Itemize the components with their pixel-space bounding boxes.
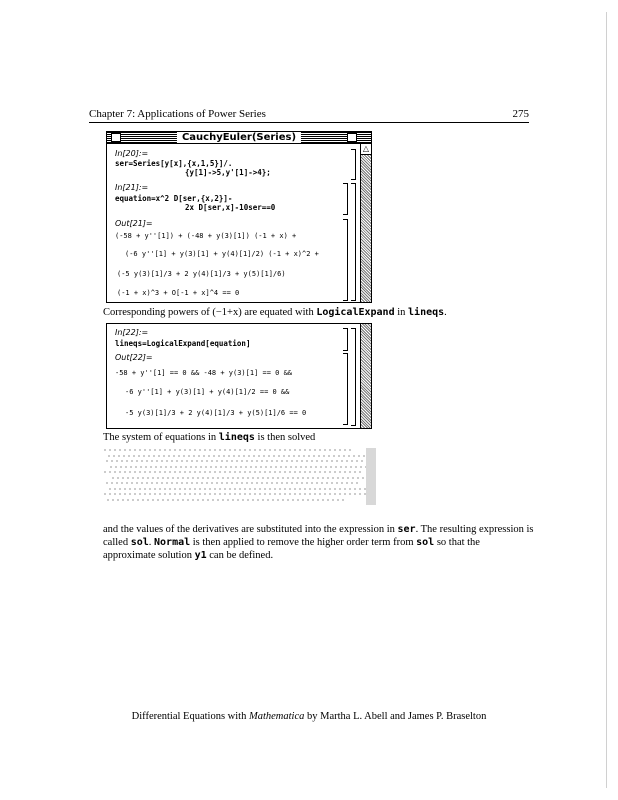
caption-logical-expand	[103, 307, 447, 318]
output-22-line3: -5 y(3)[1]/3 + 2 y(4)[1]/3 + y(5)[1]/6 == 0	[125, 409, 307, 417]
output-22-line1: -58 + y''[1] == 0 && -48 + y(3)[1] == 0 &&	[115, 369, 293, 377]
cell-bracket[interactable]	[343, 328, 348, 351]
code-sol: sol	[130, 537, 149, 548]
code-logicalexpand: LogicalExpand	[316, 307, 395, 318]
paragraph-text: can be defined.	[206, 550, 274, 561]
input-label-20: In[20]:=	[115, 149, 149, 158]
cell-bracket[interactable]	[351, 149, 356, 180]
page-edge-line	[606, 12, 607, 788]
close-box-icon[interactable]	[111, 133, 121, 142]
group-bracket[interactable]	[351, 183, 356, 301]
code-lineqs: lineqs	[408, 307, 445, 318]
zoom-box-icon[interactable]	[347, 133, 357, 142]
input-label-21: In[21]:=	[115, 183, 149, 192]
caption-system-solved	[103, 432, 315, 443]
code-lineqs: lineqs	[218, 432, 255, 443]
code-normal: Normal	[154, 537, 191, 548]
window-title: CauchyEuler(Series)	[177, 132, 301, 143]
vertical-scrollbar[interactable]	[360, 324, 371, 428]
input-label-22: In[22]:=	[115, 328, 149, 337]
window-titlebar[interactable]	[107, 132, 371, 144]
footer-italic: Mathematica	[248, 711, 305, 722]
paragraph-text: . The resulting expression is called	[103, 524, 534, 548]
page-footer	[0, 711, 618, 722]
output-label-21: Out[21]=	[115, 219, 153, 228]
output-22-line2: -6 y''[1] + y(3)[1] + y(4)[1]/2 == 0 &&	[125, 388, 290, 396]
paragraph-text: and the values of the derivatives are substituted into the expression in	[103, 524, 398, 535]
notebook-window-lineqs[interactable]	[106, 323, 372, 429]
code-sol: sol	[416, 537, 435, 548]
vertical-scrollbar[interactable]	[360, 144, 371, 302]
caption-text: in	[394, 307, 409, 318]
cell-bracket[interactable]	[343, 353, 348, 425]
input-cell-22[interactable]: lineqs=LogicalExpand[equation]	[115, 339, 251, 348]
body-paragraph	[103, 523, 535, 562]
output-21-line1: (-58 + y''[1]) + (-48 + y(3)[1]) (-1 + x) +	[115, 232, 297, 240]
caption-text: Corresponding powers of (−1+x) are equated with	[103, 307, 317, 318]
page-number: 275	[512, 108, 529, 120]
footer-text: Differential Equations with	[131, 711, 249, 722]
cell-bracket[interactable]	[343, 183, 348, 215]
input-cell-21-line2[interactable]: 2x D[ser,x]-10ser==0	[185, 203, 276, 212]
header-rule	[89, 122, 529, 123]
paragraph-text: .	[148, 537, 155, 548]
code-y1: y1	[194, 550, 207, 561]
scroll-up-arrow-icon[interactable]: △	[362, 144, 370, 153]
output-21-line3: (-5 y(3)[1]/3 + 2 y(4)[1]/3 + y(5)[1]/6)	[117, 270, 286, 278]
paragraph-text: is then applied to remove the higher order term from	[190, 537, 417, 548]
input-cell-21-line1[interactable]: equation=x^2 D[ser,{x,2}]-	[115, 194, 233, 203]
faded-notebook-window	[104, 448, 376, 505]
caption-text: The system of equations in	[103, 432, 219, 443]
cell-bracket[interactable]	[343, 219, 348, 301]
group-bracket[interactable]	[351, 328, 356, 426]
running-header	[89, 108, 529, 120]
caption-text: .	[444, 307, 447, 318]
chapter-title: Chapter 7: Applications of Power Series	[89, 108, 266, 120]
code-ser: ser	[397, 524, 416, 535]
output-label-22: Out[22]=	[115, 353, 153, 362]
footer-text: by Martha L. Abell and James P. Braselton	[304, 711, 487, 722]
output-21-line4: (-1 + x)^3 + O[-1 + x]^4 == 0	[117, 289, 240, 297]
caption-text: is then solved	[254, 432, 316, 443]
output-21-line2: (-6 y''[1] + y(3)[1] + y(4)[1]/2) (-1 + x)^2 +	[125, 250, 319, 258]
input-cell-20-line1[interactable]: ser=Series[y[x],{x,1,5}]/.	[115, 159, 233, 168]
paragraph-text: so that the approximate solution	[103, 537, 480, 561]
notebook-window-cauchy-euler[interactable]	[106, 131, 372, 303]
input-cell-20-line2[interactable]: {y[1]->5,y'[1]->4};	[185, 168, 271, 177]
